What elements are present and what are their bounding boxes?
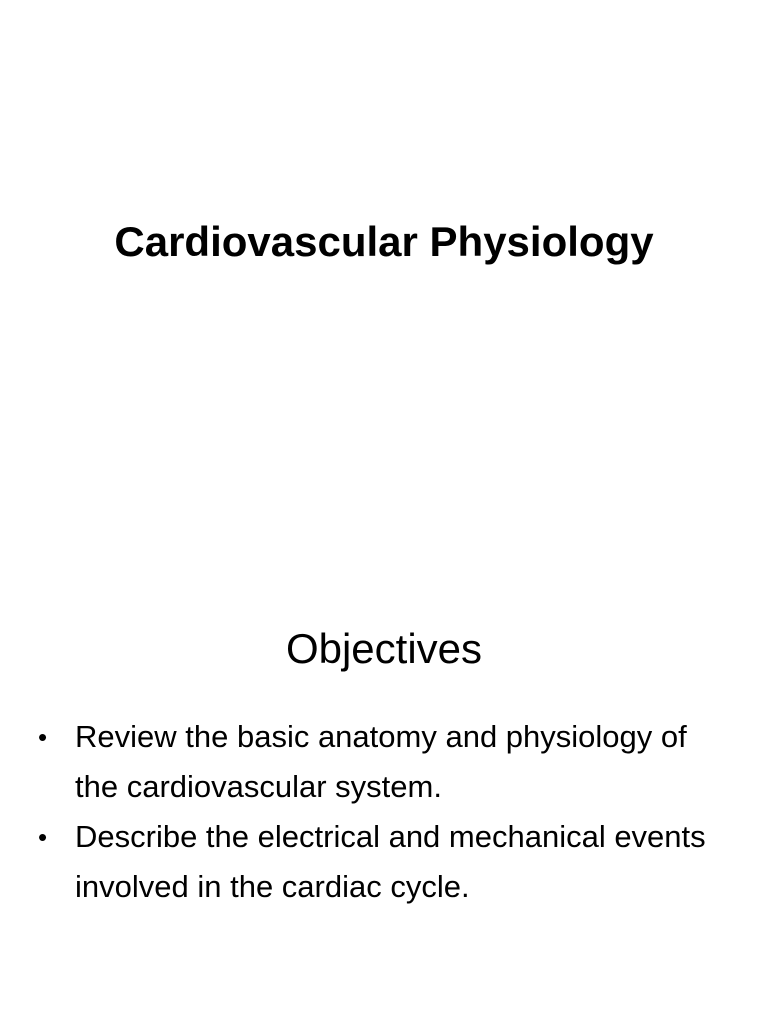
presentation-title: Cardiovascular Physiology xyxy=(114,218,654,265)
objectives-slide xyxy=(0,576,768,1024)
objectives-list xyxy=(38,712,738,912)
objective-item xyxy=(38,712,738,812)
objective-text: Describe the electrical and mechanical events involved in the cardiac cycle. xyxy=(75,819,706,904)
objectives-heading: Objectives xyxy=(285,625,483,672)
bullet-icon: • xyxy=(38,722,48,752)
bullet-icon: • xyxy=(38,822,48,852)
objective-text: Review the basic anatomy and physiology of the cardiovascular system. xyxy=(75,719,687,804)
title-slide xyxy=(0,0,768,490)
objective-item xyxy=(38,812,738,912)
